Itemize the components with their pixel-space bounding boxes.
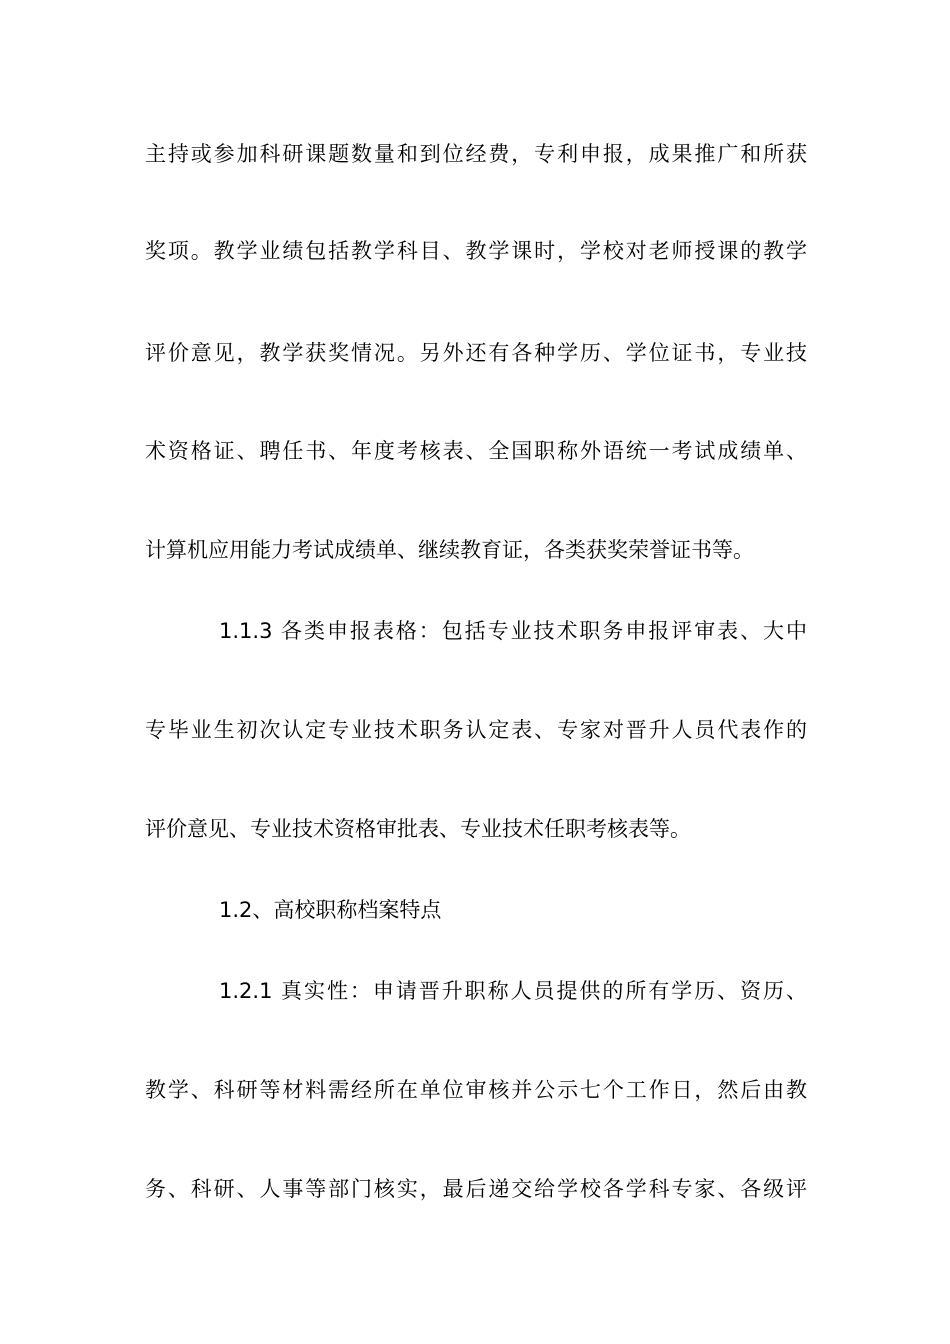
paragraph-line: 教学、科研等材料需经所在单位审核并公示七个工作日，然后由教 <box>145 1078 807 1102</box>
section-heading: 1.2、高校职称档案特点 <box>219 898 442 922</box>
paragraph-line: 奖项。教学业绩包括教学科目、教学课时，学校对老师授课的教学 <box>145 239 807 263</box>
paragraph-line: 术资格证、聘任书、年度考核表、全国职称外语统一考试成绩单、 <box>145 439 807 463</box>
paragraph-line: 评价意见、专业技术资格审批表、专业技术任职考核表等。 <box>145 817 691 841</box>
paragraph-line: 专毕业生初次认定专业技术职务认定表、专家对晋升人员代表作的 <box>145 718 807 742</box>
paragraph-line: 主持或参加科研课题数量和到位经费，专利申报，成果推广和所获 <box>145 142 807 166</box>
paragraph-line: 务、科研、人事等部门核实，最后递交给学校各学科专家、各级评 <box>145 1177 807 1201</box>
paragraph-line: 1.2.1 真实性：申请晋升职称人员提供的所有学历、资历、 <box>219 979 807 1003</box>
paragraph-line: 计算机应用能力考试成绩单、继续教育证，各类获奖荣誉证书等。 <box>145 538 754 562</box>
paragraph-line: 1.1.3 各类申报表格：包括专业技术职务申报评审表、大中 <box>219 619 807 643</box>
paragraph-line: 评价意见，教学获奖情况。另外还有各种学历、学位证书，专业技 <box>145 341 807 365</box>
